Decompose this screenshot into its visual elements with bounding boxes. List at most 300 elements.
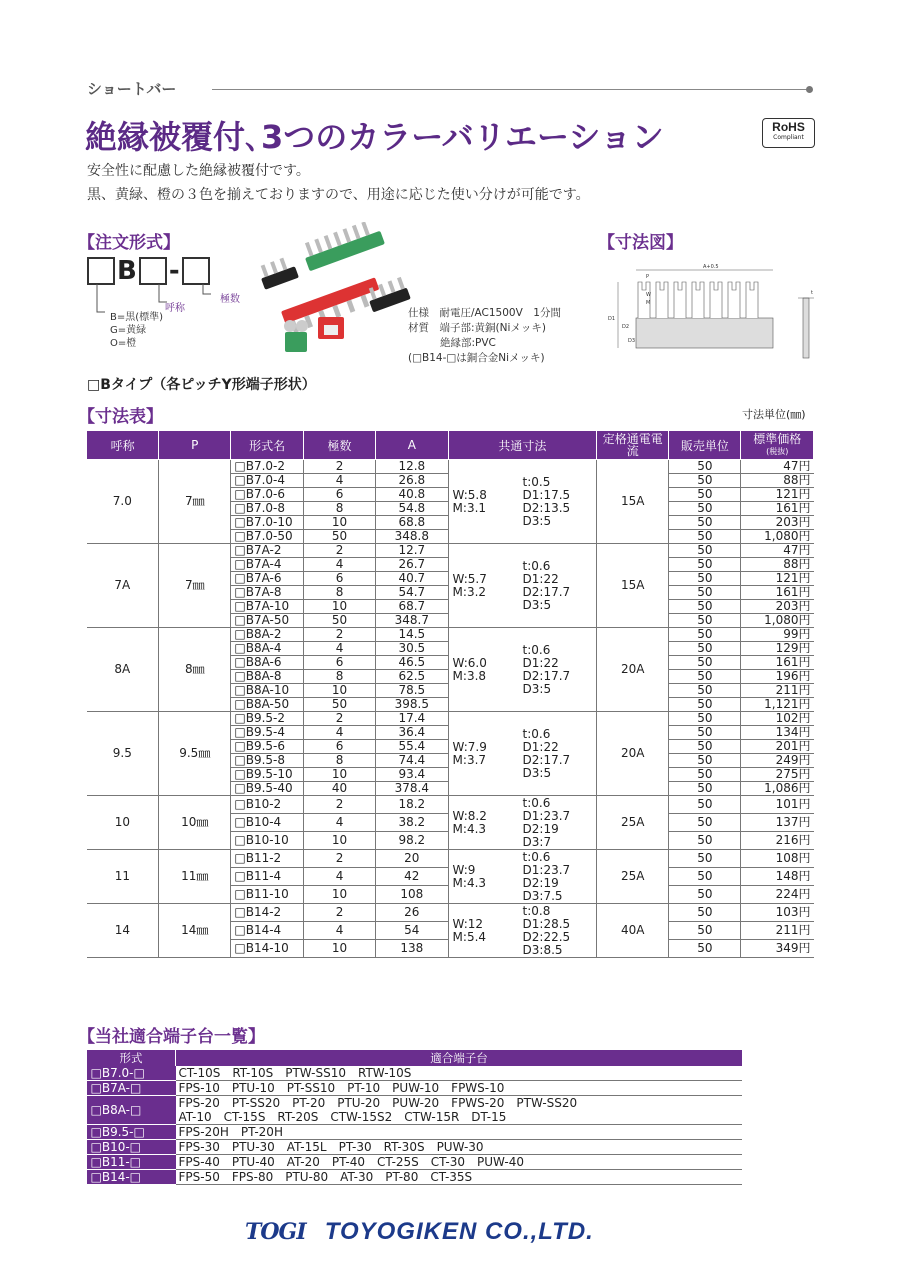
product-photo <box>250 222 420 362</box>
drawing-heading: 【寸法図】 <box>598 233 683 253</box>
dim-row <box>87 460 814 474</box>
terminal-model-cell: □B10-□ <box>87 1140 176 1155</box>
dim-unit-cell: 50 <box>669 782 741 796</box>
dim-price-cell: 101円 <box>741 796 814 814</box>
dim-poles-cell: 6 <box>303 488 375 502</box>
dim-a-cell: 20 <box>376 850 448 868</box>
dim-price-cell: 102円 <box>741 712 814 726</box>
dim-poles-cell: 50 <box>303 530 375 544</box>
common-dims <box>449 476 597 528</box>
common-dims <box>449 644 597 696</box>
dim-unit-cell: 50 <box>669 656 741 670</box>
terminal-model-cell: □B9.5-□ <box>87 1125 176 1140</box>
black-bar-left <box>261 258 299 290</box>
intro-line-2: 黒、黄緑、橙の３色を揃えておりますので、用途に応じた使い分けが可能です。 <box>87 187 590 203</box>
terminal-model-cell: □B7A-□ <box>87 1081 176 1096</box>
terminal-blocks-line: FPS-40 PTU-40 AT-20 PT-40 CT-25S CT-30 PUW-40 <box>178 1155 525 1169</box>
dim-current-cell: 40A <box>597 904 669 958</box>
dim-unit-cell: 50 <box>669 628 741 642</box>
dimension-drawing <box>598 258 818 368</box>
dim-unit-cell: 50 <box>669 832 741 850</box>
dim-model-cell: □B7A-4 <box>231 558 304 572</box>
dim-poles-cell: 8 <box>303 502 375 516</box>
common-dims <box>449 851 597 903</box>
drawing-label-p: P <box>646 274 650 280</box>
terminal-blocks-line: AT-10 CT-15S RT-20S CTW-15S2 CTW-15R DT-15 <box>178 1110 507 1124</box>
dim-common-cell <box>448 796 597 850</box>
terminal-col-model: 形式 <box>87 1050 176 1066</box>
drawing-label-t: t <box>811 290 813 296</box>
dim-pitch-cell: 7㎜ <box>159 544 231 628</box>
dim-row <box>87 904 814 922</box>
dim-price-cell: 134円 <box>741 726 814 740</box>
category-rule <box>212 89 808 90</box>
col-header-price-label: 標準価格 <box>753 431 802 446</box>
color-key <box>110 311 163 350</box>
dim-a-cell: 68.8 <box>376 516 448 530</box>
col-header-model: 形式名 <box>231 431 304 460</box>
dim-row <box>87 850 814 868</box>
dim-a-cell: 46.5 <box>376 656 448 670</box>
dim-price-cell: 216円 <box>741 832 814 850</box>
terminal-blocks-cell <box>176 1066 743 1081</box>
dim-unit-cell: 50 <box>669 558 741 572</box>
dim-price-cell: 1,121円 <box>741 698 814 712</box>
dim-unit-cell: 50 <box>669 726 741 740</box>
terminal-blocks-line: FPS-20 PT-SS20 PT-20 PTU-20 PUW-20 FPWS-20 PTW-SS20 <box>178 1096 578 1110</box>
dim-price-cell: 161円 <box>741 586 814 600</box>
company-name: TOYOGIKEN CO.,LTD. <box>324 1218 594 1245</box>
dim-model-cell: □B9.5-6 <box>231 740 304 754</box>
dim-a-cell: 108 <box>376 886 448 904</box>
dim-common-cell <box>448 460 597 544</box>
dim-model-cell: □B9.5-40 <box>231 782 304 796</box>
col-header-price-note: (税抜) <box>766 446 789 456</box>
dim-price-cell: 47円 <box>741 544 814 558</box>
dim-model-cell: □B7A-10 <box>231 600 304 614</box>
dim-common-cell <box>448 712 597 796</box>
color-box <box>87 257 115 285</box>
drawing-label-m: M <box>646 300 651 306</box>
spec-note: (□B14-□は銅合金Niメッキ) <box>408 352 545 364</box>
green-bar-top <box>305 222 385 271</box>
common-w-m: W:7.9 M:3.7 <box>452 739 487 767</box>
dim-price-cell: 88円 <box>741 558 814 572</box>
common-w-m: W:5.7 M:3.2 <box>452 571 487 599</box>
terminal-blocks-line: FPS-10 PTU-10 PT-SS10 PT-10 PUW-10 FPWS-10 <box>178 1081 505 1095</box>
terminal-blocks-cell <box>176 1081 743 1096</box>
dim-poles-cell: 50 <box>303 614 375 628</box>
terminal-blocks-cell <box>176 1125 743 1140</box>
dim-price-cell: 224円 <box>741 886 814 904</box>
common-dims <box>449 728 597 780</box>
dim-a-cell: 17.4 <box>376 712 448 726</box>
dim-model-cell: □B11-4 <box>231 868 304 886</box>
dim-poles-cell: 8 <box>303 754 375 768</box>
dim-a-cell: 54.7 <box>376 586 448 600</box>
dim-a-cell: 14.5 <box>376 628 448 642</box>
red-short-bar <box>318 317 344 339</box>
dim-a-cell: 98.2 <box>376 832 448 850</box>
dim-price-cell: 108円 <box>741 850 814 868</box>
dim-a-cell: 348.8 <box>376 530 448 544</box>
order-code-letter: B <box>117 256 137 286</box>
dim-price-cell: 1,086円 <box>741 782 814 796</box>
dim-price-cell: 99円 <box>741 628 814 642</box>
dim-poles-cell: 4 <box>303 558 375 572</box>
dim-unit-cell: 50 <box>669 530 741 544</box>
dim-a-cell: 38.2 <box>376 814 448 832</box>
dim-pitch-cell: 14㎜ <box>159 904 231 958</box>
common-t-d: t:0.5 D1:17.5 D2:13.5 D3:5 <box>522 474 571 528</box>
dim-model-cell: □B7.0-2 <box>231 460 304 474</box>
col-header-common: 共通寸法 <box>448 431 597 460</box>
intro-line-1: 安全性に配慮した絶縁被覆付です。 <box>87 163 310 179</box>
dim-unit-cell: 50 <box>669 586 741 600</box>
dim-poles-cell: 4 <box>303 814 375 832</box>
dim-unit-cell: 50 <box>669 698 741 712</box>
dim-row <box>87 796 814 814</box>
dim-current-cell: 20A <box>597 712 669 796</box>
category-rule-dot <box>806 86 813 93</box>
dim-a-cell: 12.8 <box>376 460 448 474</box>
dimension-table <box>86 430 814 958</box>
dim-a-cell: 26.7 <box>376 558 448 572</box>
common-t-d: t:0.6 D1:22 D2:17.7 D3:5 <box>522 726 571 780</box>
common-w-m: W:6.0 M:3.8 <box>452 655 487 683</box>
dim-pitch-cell: 11㎜ <box>159 850 231 904</box>
dim-poles-cell: 10 <box>303 886 375 904</box>
dim-a-cell: 62.5 <box>376 670 448 684</box>
common-t-d: t:0.6 D1:23.7 D2:19 D3:7 <box>522 795 571 849</box>
dim-current-cell: 25A <box>597 796 669 850</box>
terminal-model-cell: □B7.0-□ <box>87 1066 176 1081</box>
dim-price-cell: 203円 <box>741 600 814 614</box>
common-w-m: W:8.2 M:4.3 <box>452 808 487 836</box>
terminal-row <box>87 1066 743 1081</box>
dim-model-cell: □B9.5-8 <box>231 754 304 768</box>
terminal-blocks-cell <box>176 1096 743 1125</box>
terminal-table-body <box>87 1066 743 1185</box>
dim-name-cell: 9.5 <box>87 712 159 796</box>
dim-row <box>87 712 814 726</box>
dim-a-cell: 138 <box>376 940 448 958</box>
dim-model-cell: □B14-4 <box>231 922 304 940</box>
dim-unit-cell: 50 <box>669 642 741 656</box>
dim-price-cell: 103円 <box>741 904 814 922</box>
terminal-blocks-line: FPS-30 PTU-30 AT-15L PT-30 RT-30S PUW-30 <box>178 1140 484 1154</box>
dim-price-cell: 249円 <box>741 754 814 768</box>
dim-a-cell: 26 <box>376 904 448 922</box>
terminal-blocks-line: CT-10S RT-10S PTW-SS10 RTW-10S <box>178 1066 412 1080</box>
spec-material-terminal: 材質 端子部:黄銅(Niメッキ) <box>408 322 547 334</box>
dim-poles-cell: 6 <box>303 740 375 754</box>
dim-poles-cell: 2 <box>303 544 375 558</box>
terminal-blocks-cell <box>176 1155 743 1170</box>
dim-model-cell: □B8A-4 <box>231 642 304 656</box>
dim-model-cell: □B8A-6 <box>231 656 304 670</box>
terminal-model-cell: □B8A-□ <box>87 1096 176 1125</box>
terminal-row <box>87 1170 743 1185</box>
terminal-blocks-cell <box>176 1170 743 1185</box>
dim-poles-cell: 2 <box>303 712 375 726</box>
dim-a-cell: 55.4 <box>376 740 448 754</box>
terminal-row <box>87 1140 743 1155</box>
dim-poles-cell: 2 <box>303 460 375 474</box>
dim-a-cell: 54 <box>376 922 448 940</box>
dim-unit-cell: 50 <box>669 754 741 768</box>
dim-price-cell: 161円 <box>741 656 814 670</box>
dim-poles-cell: 4 <box>303 726 375 740</box>
dim-poles-cell: 10 <box>303 600 375 614</box>
dim-price-cell: 47円 <box>741 460 814 474</box>
common-t-d: t:0.6 D1:23.7 D2:19 D3:7.5 <box>522 849 571 903</box>
col-header-pitch: P <box>159 431 231 460</box>
dim-name-cell: 14 <box>87 904 159 958</box>
dim-a-cell: 93.4 <box>376 768 448 782</box>
dim-a-cell: 398.5 <box>376 698 448 712</box>
dim-pitch-cell: 8㎜ <box>159 628 231 712</box>
dim-common-cell <box>448 850 597 904</box>
dim-a-cell: 54.8 <box>376 502 448 516</box>
dim-price-cell: 201円 <box>741 740 814 754</box>
dim-price-cell: 211円 <box>741 922 814 940</box>
dim-pitch-cell: 7㎜ <box>159 460 231 544</box>
poles-box <box>182 257 210 285</box>
dim-current-cell: 20A <box>597 628 669 712</box>
spec-material-insulation: 絶縁部:PVC <box>440 337 496 349</box>
dim-model-cell: □B8A-2 <box>231 628 304 642</box>
dim-unit-cell: 50 <box>669 600 741 614</box>
dim-model-cell: □B7.0-50 <box>231 530 304 544</box>
dim-a-cell: 40.7 <box>376 572 448 586</box>
dim-poles-cell: 10 <box>303 516 375 530</box>
color-key-orange: O=橙 <box>110 338 137 349</box>
terminal-blocks-line: FPS-50 FPS-80 PTU-80 AT-30 PT-80 CT-35S <box>178 1170 473 1184</box>
color-key-green: G=黄緑 <box>110 325 147 336</box>
dim-model-cell: □B8A-10 <box>231 684 304 698</box>
common-w-m: W:5.8 M:3.1 <box>452 487 487 515</box>
dim-price-cell: 161円 <box>741 502 814 516</box>
dim-a-cell: 30.5 <box>376 642 448 656</box>
dim-price-cell: 349円 <box>741 940 814 958</box>
dim-poles-cell: 8 <box>303 586 375 600</box>
dim-poles-cell: 40 <box>303 782 375 796</box>
dim-model-cell: □B7.0-4 <box>231 474 304 488</box>
dim-current-cell: 15A <box>597 460 669 544</box>
dim-current-cell: 25A <box>597 850 669 904</box>
dim-poles-cell: 2 <box>303 904 375 922</box>
dim-poles-cell: 4 <box>303 922 375 940</box>
dim-unit-cell: 50 <box>669 868 741 886</box>
terminal-row <box>87 1081 743 1096</box>
dim-price-cell: 196円 <box>741 670 814 684</box>
dim-price-cell: 148円 <box>741 868 814 886</box>
dim-price-cell: 1,080円 <box>741 614 814 628</box>
dim-poles-cell: 50 <box>303 698 375 712</box>
name-box <box>139 257 167 285</box>
footer-logo <box>245 1218 594 1246</box>
dim-unit-cell: 50 <box>669 796 741 814</box>
dim-current-cell: 15A <box>597 544 669 628</box>
dim-price-cell: 203円 <box>741 516 814 530</box>
dim-price-cell: 211円 <box>741 684 814 698</box>
dim-unit-cell: 50 <box>669 922 741 940</box>
dim-name-cell: 7A <box>87 544 159 628</box>
dim-price-cell: 121円 <box>741 572 814 586</box>
dim-price-cell: 121円 <box>741 488 814 502</box>
dim-model-cell: □B10-2 <box>231 796 304 814</box>
dim-poles-cell: 10 <box>303 768 375 782</box>
dim-a-cell: 36.4 <box>376 726 448 740</box>
dim-model-cell: □B10-4 <box>231 814 304 832</box>
common-w-m: W:9 M:4.3 <box>452 862 487 890</box>
drawing-label-d2: D2 <box>622 324 630 330</box>
dim-unit-cell: 50 <box>669 904 741 922</box>
dim-poles-cell: 4 <box>303 868 375 886</box>
terminal-model-cell: □B11-□ <box>87 1155 176 1170</box>
terminal-model-cell: □B14-□ <box>87 1170 176 1185</box>
dim-unit-cell: 50 <box>669 712 741 726</box>
col-header-unit: 販売単位 <box>669 431 741 460</box>
common-dims <box>449 560 597 612</box>
dim-poles-cell: 6 <box>303 656 375 670</box>
dim-poles-cell: 4 <box>303 474 375 488</box>
dim-model-cell: □B9.5-2 <box>231 712 304 726</box>
terminal-row <box>87 1155 743 1170</box>
dim-unit-cell: 50 <box>669 460 741 474</box>
dim-unit-cell: 50 <box>669 544 741 558</box>
dim-poles-cell: 6 <box>303 572 375 586</box>
name-label: 呼称 <box>165 303 185 314</box>
dim-common-cell <box>448 544 597 628</box>
dim-price-cell: 275円 <box>741 768 814 782</box>
dim-common-cell <box>448 628 597 712</box>
col-header-poles: 極数 <box>303 431 375 460</box>
rohs-sublabel: Compliant <box>773 134 804 141</box>
page-title: 絶縁被覆付､3つのカラーバリエーション <box>85 118 664 156</box>
dim-unit-cell: 50 <box>669 516 741 530</box>
common-t-d: t:0.6 D1:22 D2:17.7 D3:5 <box>522 642 571 696</box>
dim-poles-cell: 2 <box>303 796 375 814</box>
common-w-m: W:12 M:5.4 <box>452 916 487 944</box>
dim-unit-cell: 50 <box>669 684 741 698</box>
dim-model-cell: □B11-10 <box>231 886 304 904</box>
dim-a-cell: 42 <box>376 868 448 886</box>
dim-poles-cell: 2 <box>303 628 375 642</box>
dim-poles-cell: 2 <box>303 850 375 868</box>
color-key-black: B=黒(標準) <box>110 312 164 323</box>
dim-poles-cell: 8 <box>303 670 375 684</box>
dim-a-cell: 18.2 <box>376 796 448 814</box>
dim-a-cell: 74.4 <box>376 754 448 768</box>
col-header-price <box>741 431 814 460</box>
dim-model-cell: □B8A-8 <box>231 670 304 684</box>
dim-price-cell: 88円 <box>741 474 814 488</box>
dim-a-cell: 378.4 <box>376 782 448 796</box>
dim-model-cell: □B7.0-10 <box>231 516 304 530</box>
poles-label: 極数 <box>220 294 240 305</box>
dim-a-cell: 68.7 <box>376 600 448 614</box>
dim-poles-cell: 10 <box>303 832 375 850</box>
spec-block <box>408 306 561 366</box>
terminal-blocks-cell <box>176 1140 743 1155</box>
terminal-blocks-line: FPS-20H PT-20H <box>178 1125 283 1139</box>
dim-pitch-cell: 9.5㎜ <box>159 712 231 796</box>
dim-unit-cell: 50 <box>669 740 741 754</box>
category-label: ショートバー <box>87 80 177 98</box>
terminal-table <box>86 1050 742 1185</box>
col-header-a: A <box>376 431 448 460</box>
drawing-label-a: A+0.5 <box>703 264 719 270</box>
dim-name-cell: 10 <box>87 796 159 850</box>
dim-model-cell: □B9.5-10 <box>231 768 304 782</box>
dim-model-cell: □B11-2 <box>231 850 304 868</box>
dim-poles-cell: 10 <box>303 940 375 958</box>
dim-model-cell: □B7A-2 <box>231 544 304 558</box>
dim-unit-cell: 50 <box>669 474 741 488</box>
dim-a-cell: 12.7 <box>376 544 448 558</box>
dim-model-cell: □B7A-6 <box>231 572 304 586</box>
dim-unit-cell: 50 <box>669 614 741 628</box>
dim-unit-cell: 50 <box>669 488 741 502</box>
rohs-label: RoHS <box>772 120 805 134</box>
drawing-label-d1: D1 <box>608 316 616 322</box>
dim-a-cell: 78.5 <box>376 684 448 698</box>
dim-model-cell: □B9.5-4 <box>231 726 304 740</box>
rohs-badge <box>762 118 815 148</box>
dim-name-cell: 7.0 <box>87 460 159 544</box>
dim-row <box>87 628 814 642</box>
dim-model-cell: □B14-2 <box>231 904 304 922</box>
dim-model-cell: □B7.0-8 <box>231 502 304 516</box>
terminal-table-heading: 【当社適合端子台一覧】 <box>78 1027 265 1047</box>
dim-poles-cell: 4 <box>303 642 375 656</box>
dim-unit-cell: 50 <box>669 940 741 958</box>
dim-model-cell: □B8A-50 <box>231 698 304 712</box>
common-t-d: t:0.6 D1:22 D2:17.7 D3:5 <box>522 558 571 612</box>
dim-unit-cell: 50 <box>669 572 741 586</box>
dim-model-cell: □B14-10 <box>231 940 304 958</box>
terminal-row <box>87 1125 743 1140</box>
col-header-current: 定格通電電流 <box>597 431 669 460</box>
dim-unit: 寸法単位(㎜) <box>742 408 806 421</box>
dim-price-cell: 137円 <box>741 814 814 832</box>
dim-unit-cell: 50 <box>669 768 741 782</box>
order-code <box>87 256 210 286</box>
dim-unit-cell: 50 <box>669 814 741 832</box>
dim-model-cell: □B10-10 <box>231 832 304 850</box>
order-heading: 【注文形式】 <box>78 233 180 253</box>
b-type-heading: □Bタイプ（各ピッチY形端子形状） <box>87 377 316 393</box>
dim-unit-cell: 50 <box>669 502 741 516</box>
dim-table-heading: 【寸法表】 <box>78 407 163 427</box>
terminal-col-blocks: 適合端子台 <box>176 1050 743 1066</box>
dim-unit-cell: 50 <box>669 670 741 684</box>
spec-voltage: 仕様 耐電圧/AC1500V 1分間 <box>408 307 561 319</box>
common-t-d: t:0.8 D1:28.5 D2:22.5 D3:8.5 <box>522 903 571 957</box>
togi-logo: TOGI <box>245 1219 306 1245</box>
dim-a-cell: 348.7 <box>376 614 448 628</box>
order-code-dash: - <box>168 256 180 286</box>
dim-model-cell: □B7.0-6 <box>231 488 304 502</box>
common-dims <box>449 797 597 849</box>
terminal-row <box>87 1096 743 1125</box>
dim-a-cell: 40.8 <box>376 488 448 502</box>
dim-price-cell: 1,080円 <box>741 530 814 544</box>
dim-row <box>87 544 814 558</box>
drawing-label-d3: D3 <box>628 338 636 344</box>
